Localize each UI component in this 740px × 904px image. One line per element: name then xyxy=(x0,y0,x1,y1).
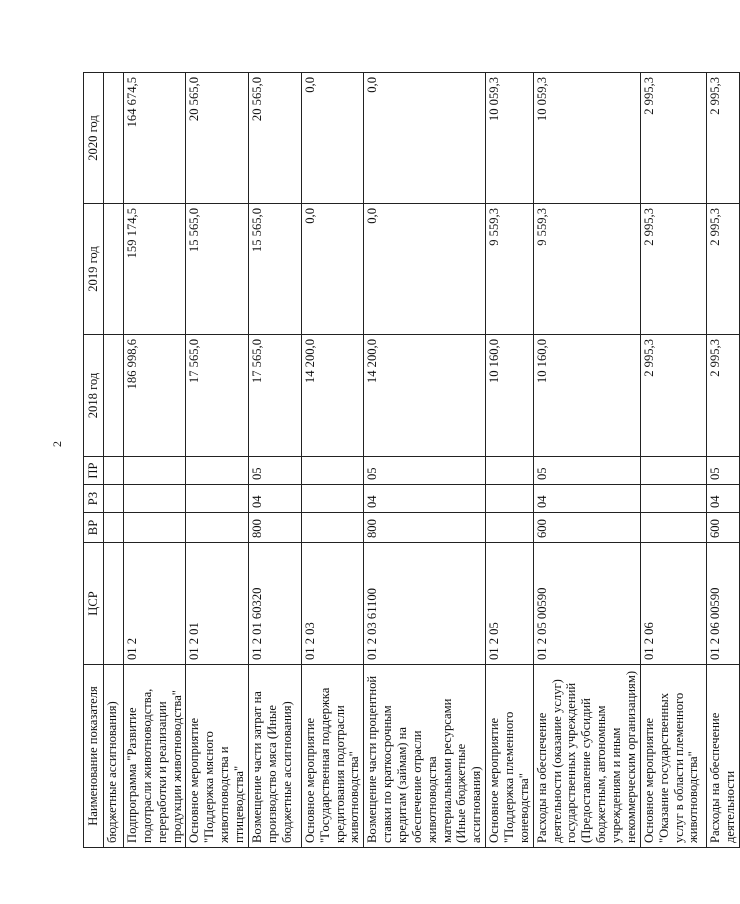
table-row xyxy=(301,73,363,848)
cell-2019: 159 174,5 xyxy=(124,204,186,335)
cell-rz: 04 xyxy=(364,485,486,513)
cell-2020: 10 059,3 xyxy=(486,73,534,204)
table-row xyxy=(640,73,706,848)
cell-name: Основное мероприятие "Государственная поддержка кредитования подотрасли животноводства" xyxy=(301,665,363,848)
cell-2019: 9 559,3 xyxy=(533,204,640,335)
cell-2020: 20 565,0 xyxy=(248,73,301,204)
cell-rz xyxy=(104,485,124,513)
cell-2020: 2 995,3 xyxy=(640,73,706,204)
cell-name: Расходы на обеспечение деятельности xyxy=(706,665,739,848)
cell-csr: 01 2 05 xyxy=(486,543,534,665)
table-row xyxy=(104,73,124,848)
cell-pr: 05 xyxy=(364,457,486,485)
cell-2018: 10 160,0 xyxy=(486,335,534,457)
header-csr: ЦСР xyxy=(84,543,104,665)
cell-vr xyxy=(486,513,534,543)
cell-vr: 600 xyxy=(706,513,739,543)
cell-2019: 0,0 xyxy=(301,204,363,335)
cell-2019: 2 995,3 xyxy=(706,204,739,335)
cell-csr: 01 2 03 xyxy=(301,543,363,665)
cell-2018: 17 565,0 xyxy=(186,335,248,457)
cell-vr xyxy=(124,513,186,543)
cell-name: Основное мероприятие "Поддержка племенного коневодства" xyxy=(486,665,534,848)
cell-csr: 01 2 01 60320 xyxy=(248,543,301,665)
header-pr: ПР xyxy=(84,457,104,485)
header-name: Наименование показателя xyxy=(84,665,104,848)
cell-2019: 15 565,0 xyxy=(186,204,248,335)
header-2019: 2019 год xyxy=(84,204,104,335)
cell-rz xyxy=(301,485,363,513)
cell-2018: 2 995,3 xyxy=(640,335,706,457)
cell-2020: 164 674,5 xyxy=(124,73,186,204)
cell-csr: 01 2 01 xyxy=(186,543,248,665)
cell-rz xyxy=(186,485,248,513)
cell-2019 xyxy=(104,204,124,335)
cell-csr: 01 2 xyxy=(124,543,186,665)
header-vr: ВР xyxy=(84,513,104,543)
cell-vr xyxy=(186,513,248,543)
cell-pr xyxy=(486,457,534,485)
cell-2018 xyxy=(104,335,124,457)
table-row xyxy=(186,73,248,848)
cell-vr: 800 xyxy=(248,513,301,543)
cell-pr xyxy=(104,457,124,485)
header-rz: РЗ xyxy=(84,485,104,513)
budget-table xyxy=(83,72,740,848)
cell-vr xyxy=(301,513,363,543)
cell-name: Возмещение части затрат на производство мяса (Иные бюджетные ассигнования) xyxy=(248,665,301,848)
cell-name: Расходы на обеспечение деятельности (оказание услуг) государственных учреждений (Предоставление субсидий бюджетным, автономным учреждениям и иным некоммерческим организациям) xyxy=(533,665,640,848)
header-2020: 2020 год xyxy=(84,73,104,204)
cell-2018: 186 998,6 xyxy=(124,335,186,457)
table-row xyxy=(706,73,739,848)
cell-csr: 01 2 03 61100 xyxy=(364,543,486,665)
cell-rz: 04 xyxy=(248,485,301,513)
cell-pr xyxy=(186,457,248,485)
cell-2018: 2 995,3 xyxy=(706,335,739,457)
cell-2020: 10 059,3 xyxy=(533,73,640,204)
table-row xyxy=(486,73,534,848)
cell-pr xyxy=(640,457,706,485)
cell-2019: 0,0 xyxy=(364,204,486,335)
cell-2019: 9 559,3 xyxy=(486,204,534,335)
cell-vr xyxy=(640,513,706,543)
cell-2020 xyxy=(104,73,124,204)
cell-2020: 0,0 xyxy=(301,73,363,204)
cell-name: бюджетные ассигнования) xyxy=(104,665,124,848)
cell-2018: 10 160,0 xyxy=(533,335,640,457)
cell-2020: 0,0 xyxy=(364,73,486,204)
cell-2020: 2 995,3 xyxy=(706,73,739,204)
cell-vr xyxy=(104,513,124,543)
table-header-row xyxy=(84,73,104,848)
cell-rz: 04 xyxy=(706,485,739,513)
cell-name: Возмещение части процентной ставки по краткосрочным кредитам (займам) на обеспечение отрасли животноводства материальными ресурсами (Иные бюджетные ассигнования) xyxy=(364,665,486,848)
cell-2019: 2 995,3 xyxy=(640,204,706,335)
cell-csr: 01 2 06 00590 xyxy=(706,543,739,665)
table-body xyxy=(104,73,740,848)
cell-pr: 05 xyxy=(706,457,739,485)
table-row xyxy=(364,73,486,848)
table-row xyxy=(533,73,640,848)
cell-2018: 14 200,0 xyxy=(364,335,486,457)
cell-rz: 04 xyxy=(533,485,640,513)
cell-csr xyxy=(104,543,124,665)
cell-name: Основное мероприятие "Оказание государственных услуг в области племенного животноводства" xyxy=(640,665,706,848)
cell-vr: 800 xyxy=(364,513,486,543)
page-number: 2 xyxy=(50,441,64,447)
cell-2020: 20 565,0 xyxy=(186,73,248,204)
cell-rz xyxy=(486,485,534,513)
cell-csr: 01 2 06 xyxy=(640,543,706,665)
cell-rz xyxy=(124,485,186,513)
table-row xyxy=(248,73,301,848)
cell-csr: 01 2 05 00590 xyxy=(533,543,640,665)
cell-pr: 05 xyxy=(248,457,301,485)
table-row xyxy=(124,73,186,848)
cell-vr: 600 xyxy=(533,513,640,543)
cell-pr xyxy=(301,457,363,485)
cell-pr: 05 xyxy=(533,457,640,485)
cell-pr xyxy=(124,457,186,485)
cell-2019: 15 565,0 xyxy=(248,204,301,335)
cell-2018: 17 565,0 xyxy=(248,335,301,457)
header-2018: 2018 год xyxy=(84,335,104,457)
cell-name: Основное мероприятие "Поддержка мясного животноводства и птицеводства" xyxy=(186,665,248,848)
rotated-table-frame xyxy=(83,73,737,848)
cell-name: Подпрограмма "Развитие подотрасли животноводства, переработки и реализации продукции животноводства" xyxy=(124,665,186,848)
cell-2018: 14 200,0 xyxy=(301,335,363,457)
cell-rz xyxy=(640,485,706,513)
